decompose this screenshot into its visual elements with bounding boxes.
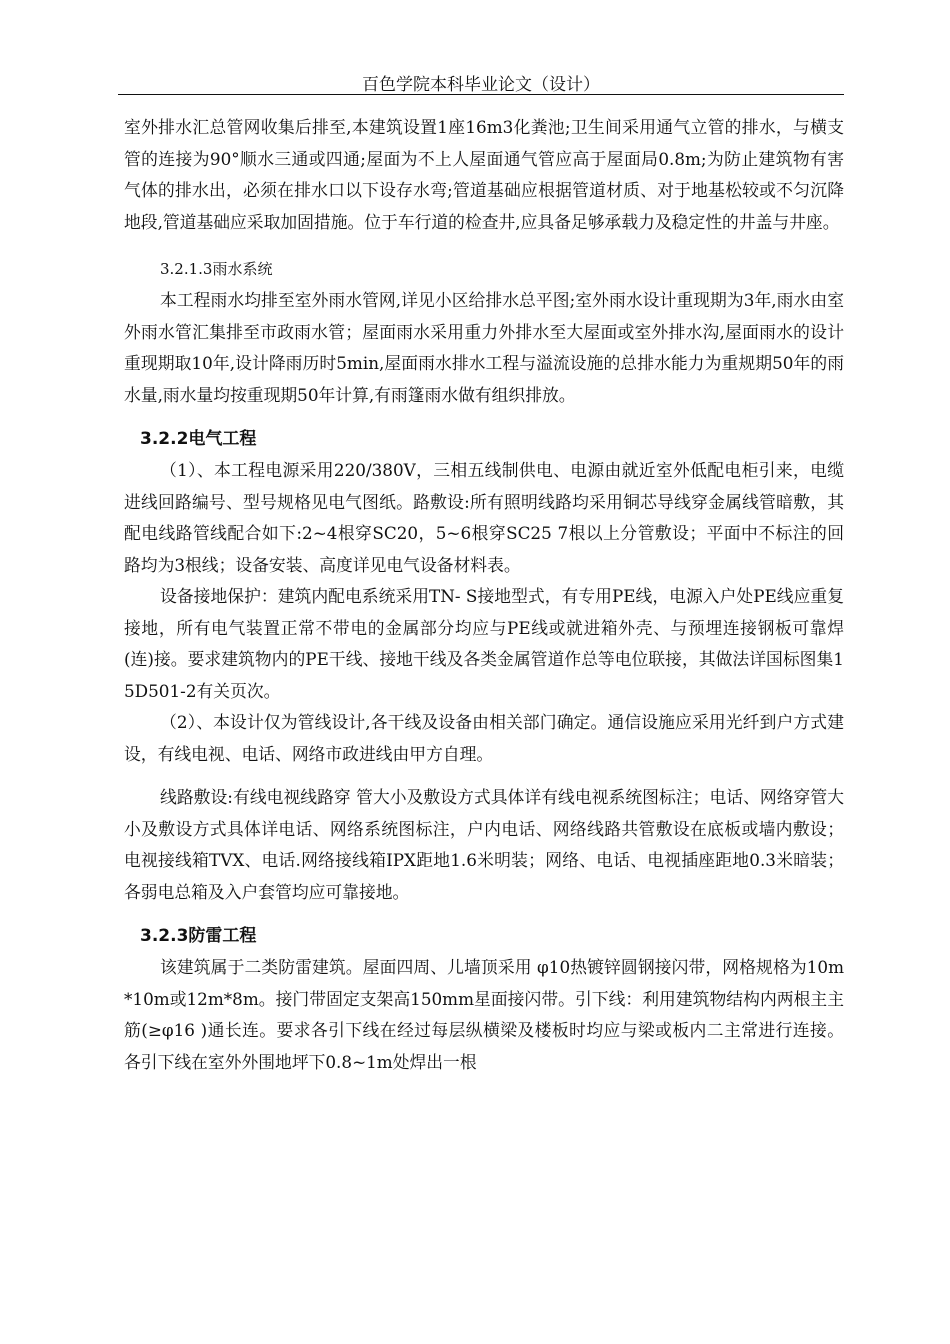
- paragraph-drainage: 室外排水汇总管网收集后排至,本建筑设置1座16m3化粪池;卫生间采用通气立管的排水，与横支管的连接为90°顺水三通或四通;屋面为不上人屋面通气管应高于屋面局0.8m;为防止建筑物有害气体的排水出，必须在排水口以下设存水弯;管道基础应根据管道材质、对于地基松较或不匀沉降地段,管道基础应采取加固措施。位于车行道的检查井,应具备足够承载力及稳定性的井盖与井座。: [124, 117, 844, 232]
- heading-electrical: 3.2.2电气工程: [140, 429, 257, 449]
- paragraph-pipeline-design: （2）、本设计仅为管线设计,各干线及设备由相关部门确定。通信设施应采用光纤到户方式建设，有线电视、电话、网络市政进线由甲方自理。: [124, 712, 844, 764]
- heading-lightning-protection: 3.2.3防雷工程: [140, 926, 257, 946]
- heading-rainwater-system: 3.2.1.3雨水系统: [160, 260, 273, 278]
- header-divider: [118, 94, 844, 95]
- paragraph-grounding: 设备接地保护：建筑内配电系统采用TN- S接地型式，有专用PE线，电源入户处PE线应重复接地，所有电气装置正常不带电的金属部分均应与PE线或就进箱外壳、与预埋连接钢板可靠焊(连)接。要求建筑物内的PE干线、接地干线及各类金属管道作总等电位联接，其做法详国标图集15D501-2有关页次。: [124, 586, 844, 701]
- paragraph-lightning: 该建筑属于二类防雷建筑。屋面四周、儿墙顶采用 φ10热镀锌圆钢接闪带，网格规格为10m*10m或12m*8m。接门带固定支架高150mm星面接闪带。引下线：利用建筑物结构内两根主主筋(≥φ16 )通长连。要求各引下线在经过每层纵横梁及楼板时均应与梁或板内二主常进行连接。各引下线在室外外围地坪下0.8~1m处焊出一根: [124, 957, 844, 1072]
- paragraph-rainwater: 本工程雨水均排至室外雨水管网,详见小区给排水总平图;室外雨水设计重现期为3年,雨水由室外雨水管汇集排至市政雨水管；屋面雨水采用重力外排水至大屋面或室外排水沟,屋面雨水的设计重现期取10年,设计降雨历时5min,屋面雨水排水工程与溢流设施的总排水能力为重规期50年的雨水量,雨水量均按重现期50年计算,有雨篷雨水做有组织排放。: [124, 290, 844, 405]
- paragraph-line-laying: 线路敷设:有线电视线路穿 管大小及敷设方式具体详有线电视系统图标注；电话、网络穿管大小及敷设方式具体详电话、网络系统图标注，户内电话、网络线路共管敷设在底板或墙内敷设；电视接线箱TVX、电话.网络接线箱IPX距地1.6米明装；网络、电话、电视插座距地0.3米暗装；各弱电总箱及入户套管均应可靠接地。: [124, 787, 844, 902]
- document-body: [124, 112, 844, 1078]
- paragraph-power-supply: （1）、本工程电源采用220/380V，三相五线制供电、电源由就近室外低配电柜引来，电缆进线回路编号、型号规格见电气图纸。路敷设:所有照明线路均采用铜芯导线穿金属线管暗敷，其配电线路管线配合如下:2~4根穿SC20，5~6根穿SC25 7根以上分管敷设；平面中不标注的回路均为3根线；设备安装、高度详见电气设备材料表。: [124, 460, 845, 575]
- page-header-title: 百色学院本科毕业论文（设计）: [362, 75, 600, 95]
